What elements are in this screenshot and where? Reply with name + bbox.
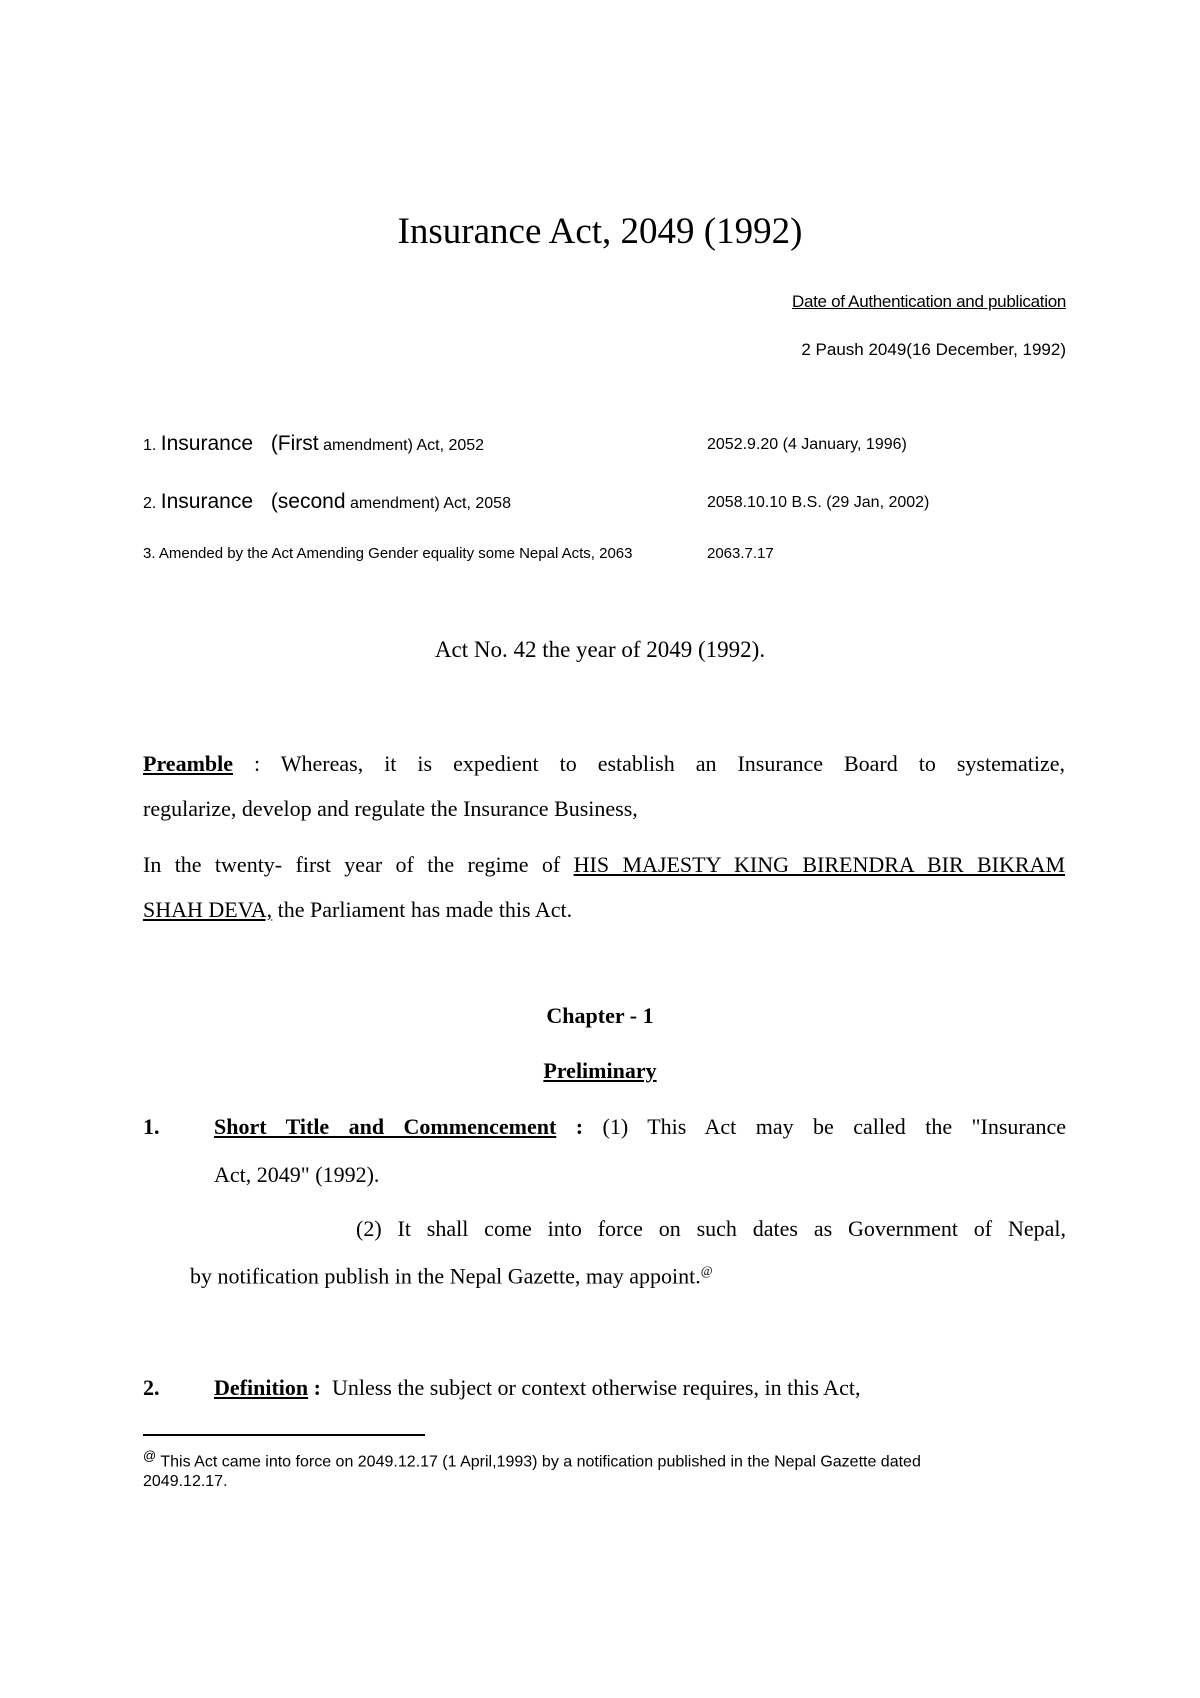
regime-suffix: the Parliament has made this Act.	[277, 897, 573, 922]
amendment-3	[143, 545, 633, 562]
amendment-number: 3.	[143, 545, 156, 562]
amendment-number: 1.	[143, 437, 157, 454]
section-2-text: Unless the subject or context otherwise requires, in this Act,	[331, 1375, 861, 1400]
footnote-reference[interactable]: @	[700, 1263, 713, 1278]
amendment-1-date: 2052.9.20 (4 January, 1996)	[707, 436, 907, 453]
preamble-text: : Whereas, it is expedient to establish an Insurance Board to systematize,	[254, 751, 1066, 776]
regime-line-1	[143, 842, 1065, 887]
section-1-colon: :	[575, 1114, 584, 1139]
section-2-line	[214, 1375, 860, 1401]
preamble-label: Preamble	[143, 751, 234, 776]
king-name-cont: SHAH DEVA,	[143, 897, 273, 922]
amendment-1	[143, 432, 484, 456]
preamble-line-2: regularize, develop and regulate the Insurance Business,	[143, 796, 638, 821]
amendment-word: Insurance	[160, 432, 254, 455]
amendment-paren: (First	[270, 432, 319, 455]
section-1-line-2: Act, 2049" (1992).	[214, 1162, 380, 1187]
act-number: Act No. 42 the year of 2049 (1992).	[434, 637, 766, 662]
section-1-text: (1) This Act may be called the "Insurance	[602, 1114, 1067, 1139]
amendment-rest: amendment) Act, 2058	[349, 495, 511, 512]
amendment-3-date: 2063.7.17	[707, 545, 774, 562]
section-2-number: 2.	[143, 1375, 160, 1400]
amendment-rest: amendment) Act, 2052	[323, 437, 485, 454]
regime-line-2	[143, 887, 1065, 932]
section-2-heading: Definition	[214, 1375, 309, 1400]
section-2-colon: :	[313, 1375, 321, 1400]
section-1-sub-2-text: by notification publish in the Nepal Gazette, may appoint.	[190, 1263, 701, 1289]
amendment-text: Amended by the Act Amending Gender equality some Nepal Acts, 2063	[158, 545, 633, 562]
footnote-mark: @	[143, 1448, 157, 1463]
amendment-2-date: 2058.10.10 B.S. (29 Jan, 2002)	[707, 494, 930, 511]
authentication-label: Date of Authentication and publication	[791, 292, 1066, 311]
footnote-line-1	[143, 1448, 921, 1471]
section-1-line-1	[214, 1114, 1066, 1140]
regime-prefix: In the twenty- first year of the regime of	[143, 852, 561, 877]
document-title: Insurance Act, 2049 (1992)	[397, 211, 803, 252]
chapter-subtitle: Preliminary	[543, 1058, 657, 1083]
amendment-2	[143, 490, 511, 514]
footnote-divider	[143, 1434, 425, 1436]
king-name: HIS MAJESTY KING BIRENDRA BIR BIKRAM	[573, 852, 1066, 877]
section-1-sub-2-line-1: (2) It shall come into force on such dates as Government of Nepal,	[356, 1216, 1066, 1241]
section-1-heading: Short Title and Commencement	[214, 1114, 557, 1139]
footnote-text: This Act came into force on 2049.12.17 (1 April,1993) by a notification published in the Nepal Gazette dated	[160, 1453, 921, 1471]
section-1-number: 1.	[143, 1114, 160, 1139]
section-1-sub-2-line-2	[190, 1263, 713, 1289]
chapter-title: Chapter - 1	[546, 1003, 654, 1028]
footnote-line-2: 2049.12.17.	[143, 1473, 228, 1490]
authentication-date: 2 Paush 2049(16 December, 1992)	[801, 340, 1066, 359]
amendment-number: 2.	[143, 495, 157, 512]
amendment-word: Insurance	[160, 490, 254, 513]
amendment-paren: (second	[270, 490, 346, 513]
preamble-line-1	[143, 741, 1065, 786]
